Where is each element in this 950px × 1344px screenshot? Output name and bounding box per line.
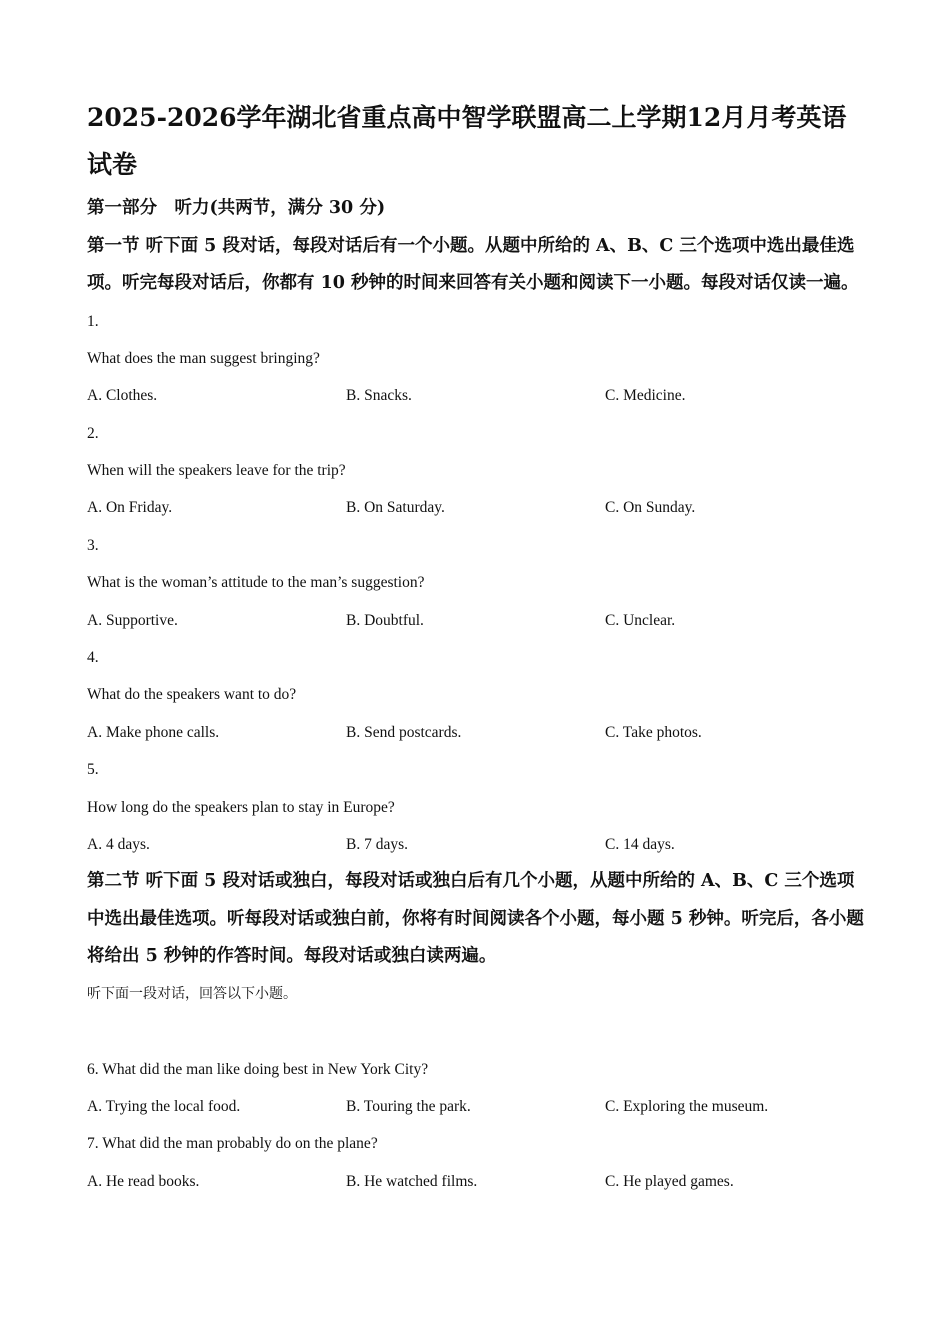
question-text: What do the speakers want to do?: [87, 686, 297, 704]
options-row: [87, 377, 867, 414]
section2-heading: 第二节 听下面 5 段对话或独白，每段对话或独白后有几个小题，从题中所给的 A、B、C 三个选项中选出最佳选项。听每段对话或独白前，你将有时间阅读各个小题，每小题 5 秒钟。听完后，各小题将给出 5 秒钟的作答时间。每段对话或独白读两遍。: [87, 871, 864, 967]
question-block: [87, 303, 867, 415]
options-row: [87, 489, 867, 526]
section2-instruction: 听下面一段对话，回答以下小题。: [87, 985, 297, 1002]
question-block: [87, 1051, 867, 1126]
option-a: A. Supportive.: [87, 611, 178, 629]
question-text: How long do the speakers plan to stay in Europe?: [87, 798, 395, 816]
question-text: When will the speakers leave for the trip?: [87, 462, 346, 480]
question-block: [87, 751, 867, 863]
blank-spacer: [87, 1013, 867, 1050]
question-block: [87, 1125, 867, 1200]
question-number: 1.: [87, 312, 99, 330]
option-c: C. Exploring the museum.: [605, 1098, 769, 1116]
option-b: B. Send postcards.: [346, 723, 462, 741]
option-b: B. Doubtful.: [346, 611, 424, 629]
part1-heading: 第一部分 听力(共两节，满分 30 分): [87, 198, 386, 218]
options-row: [87, 1088, 867, 1125]
question-number: 4.: [87, 649, 99, 667]
options-row: [87, 1163, 867, 1200]
options-row: [87, 602, 867, 639]
option-a: A. He read books.: [87, 1172, 200, 1190]
section1-heading: 第一节 听下面 5 段对话，每段对话后有一个小题。从题中所给的 A、B、C 三个选项中选出最佳选项。听完每段对话后，你都有 10 秒钟的时间来回答有关小题和阅读下一小题。每段对话仅读一遍。: [87, 235, 859, 293]
option-c: C. On Sunday.: [605, 499, 696, 517]
option-b: B. He watched films.: [346, 1172, 478, 1190]
question-number: 2.: [87, 424, 99, 442]
exam-title: 2025-2026学年湖北省重点高中智学联盟高二上学期12月月考英语试卷: [87, 103, 847, 179]
option-a: A. Make phone calls.: [87, 723, 220, 741]
option-b: B. 7 days.: [346, 835, 408, 853]
question-block: [87, 639, 867, 751]
question-number: 5.: [87, 761, 99, 779]
question-text: What is the woman’s attitude to the man’s suggestion?: [87, 574, 425, 592]
exam-page: [87, 94, 867, 1200]
option-c: C. 14 days.: [605, 835, 675, 853]
question-block: [87, 415, 867, 527]
option-a: A. On Friday.: [87, 499, 173, 517]
option-a: A. Clothes.: [87, 387, 158, 405]
question-text: What does the man suggest bringing?: [87, 349, 320, 367]
options-row: [87, 826, 867, 863]
option-c: C. Unclear.: [605, 611, 676, 629]
option-b: B. Snacks.: [346, 387, 412, 405]
option-b: B. Touring the park.: [346, 1098, 471, 1116]
question-text: 6. What did the man like doing best in New York City?: [87, 1060, 429, 1078]
option-b: B. On Saturday.: [346, 499, 445, 517]
option-a: A. 4 days.: [87, 835, 150, 853]
option-a: A. Trying the local food.: [87, 1098, 241, 1116]
question-block: [87, 527, 867, 639]
question-number: 3.: [87, 536, 99, 554]
question-text: 7. What did the man probably do on the plane?: [87, 1135, 378, 1153]
option-c: C. Medicine.: [605, 387, 686, 405]
option-c: C. Take photos.: [605, 723, 702, 741]
option-c: C. He played games.: [605, 1172, 734, 1190]
options-row: [87, 714, 867, 751]
